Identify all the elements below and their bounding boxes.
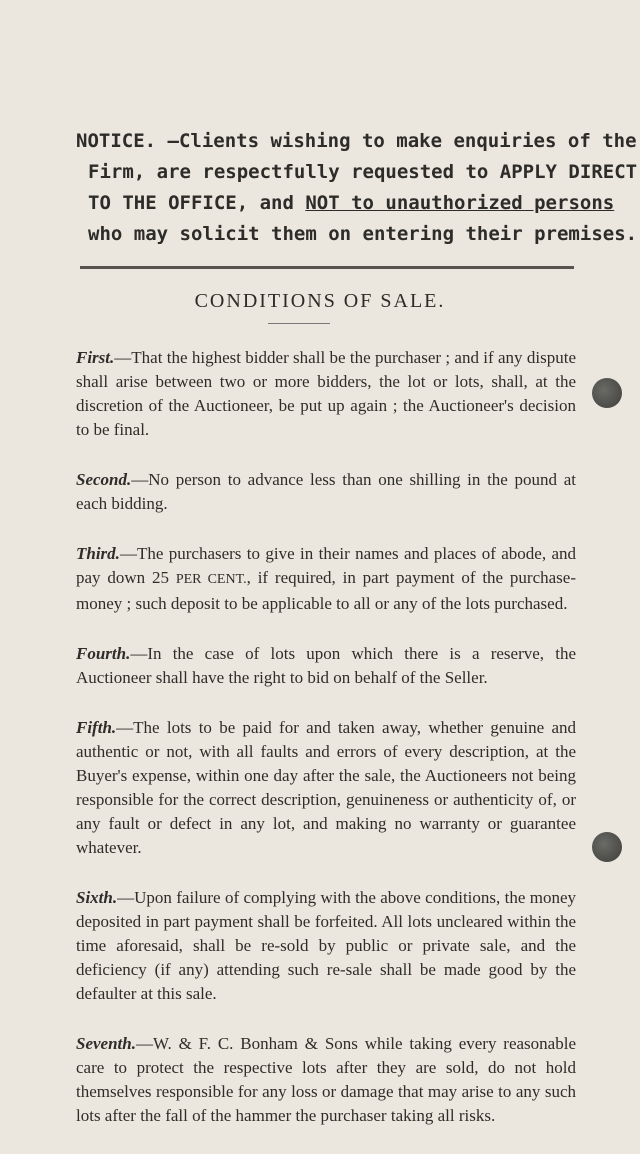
notice-underlined-phrase: NOT to unauthorized persons — [305, 192, 615, 214]
condition-label: Second. — [76, 470, 132, 489]
conditions-list — [76, 346, 576, 1154]
binding-hole-icon — [592, 832, 622, 862]
condition-second — [76, 468, 576, 516]
condition-text: —The lots to be paid for and taken away, whether genuine and authentic or not, with all faults and errors of every description, at the Buyer's expense, within one day after the sale, the Auctioneers not being responsible for the correct description, genuineness or authenticity of, or any fault or defect in any lot, and making no warranty or guarantee whatever. — [76, 718, 576, 857]
notice-line-4: who may solicit them on entering their premises. — [88, 223, 638, 245]
condition-text: —In the case of lots upon which there is a reserve, the Auctioneer shall have the right to bid on behalf of the Seller. — [76, 644, 576, 687]
condition-fourth — [76, 642, 576, 690]
condition-text: —Upon failure of complying with the above conditions, the money deposited in part payment shall be forfeited. All lots uncleared within the time aforesaid, shall be re-sold by public or private sale, and the deficiency (if any) attending such re-sale shall be made good by the defaulter at this sale. — [76, 888, 576, 1003]
condition-fifth — [76, 716, 576, 860]
condition-text: —That the highest bidder shall be the purchaser ; and if any dispute shall arise between two or more bidders, the lot or lots, shall, at the discretion of the Auctioneer, be put up again ; the Auctioneer's decision to be final. — [76, 348, 576, 439]
condition-third — [76, 542, 576, 616]
condition-text: —W. & F. C. Bonham & Sons while taking every reasonable care to protect the respective lots after they are sold, do not hold themselves responsible for any loss or damage that may arise to any such lots after the fall of the hammer the purchaser taking all risks. — [76, 1034, 576, 1125]
condition-label: Fifth. — [76, 718, 117, 737]
divider-rule — [80, 266, 574, 269]
condition-label: Sixth. — [76, 888, 118, 907]
condition-label: Seventh. — [76, 1034, 136, 1053]
conditions-heading: CONDITIONS OF SALE. — [194, 290, 446, 312]
condition-first — [76, 346, 576, 442]
condition-label: Fourth. — [76, 644, 131, 663]
binding-hole-icon — [592, 378, 622, 408]
notice-line-1: NOTICE. —Clients wishing to make enquiries of the — [76, 130, 637, 152]
condition-label: Third. — [76, 544, 120, 563]
notice-line-3 — [76, 188, 615, 219]
condition-smallcaps: PER CENT. — [175, 572, 247, 587]
condition-seventh — [76, 1032, 576, 1128]
notice-line-2: Firm, are respectfully requested to APPLY DIRECT — [88, 161, 638, 183]
condition-text: , if required, in part payment of the purchase-money ; such deposit to be applicable to all or any of the lots purchased. — [76, 568, 576, 613]
condition-label: First. — [76, 348, 115, 367]
notice-block — [76, 126, 638, 250]
condition-text: —The purchasers to give in their names and places of abode, and pay down 25 — [76, 544, 576, 587]
condition-text: —No person to advance less than one shilling in the pound at each bidding. — [76, 470, 576, 513]
condition-sixth — [76, 886, 576, 1006]
heading-underline — [268, 323, 330, 324]
notice-line-3-start: TO THE OFFICE, and — [88, 192, 306, 214]
